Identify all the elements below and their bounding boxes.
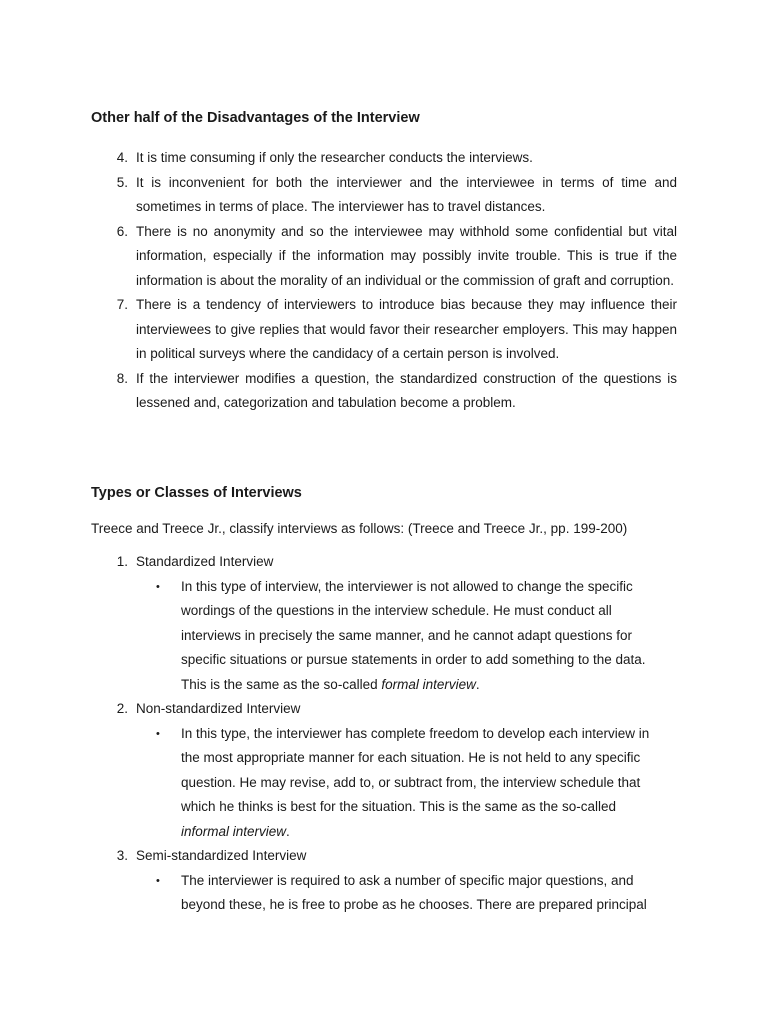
item-title: Non-standardized Interview [136, 701, 301, 716]
item-text: It is inconvenient for both the interviewer and the interviewee in terms of time and sometimes in terms of place. The interviewer has to travel distances. [136, 174, 677, 214]
bullet-item [136, 722, 661, 845]
bullet-item [136, 575, 661, 698]
item-number: 1. [116, 554, 128, 569]
intro-paragraph: Treece and Treece Jr., classify interviews as follows: (Treece and Treece Jr., pp. 199-200) [91, 521, 628, 536]
bullet-item [136, 869, 661, 918]
list-item [0, 697, 661, 844]
item-text: If the interviewer modifies a question, the standardized construction of the questions is lessened and, categorization and tabulation become a problem. [136, 370, 677, 410]
bullet-text: The interviewer is required to ask a number of specific major questions, and beyond these, he is free to probe as he chooses. There are prepared principal [181, 872, 647, 912]
item-number: 5. [116, 174, 128, 190]
item-number: 8. [116, 370, 128, 386]
bullet-icon: • [156, 580, 160, 593]
item-text: There is a tendency of interviewers to introduce bias because they may influence their interviewees to give replies that would favor their researcher employers. This may happen in political surveys where the candidacy of a certain person is involved. [136, 297, 677, 361]
bullet-icon: • [156, 727, 160, 740]
section-heading-types: Types or Classes of Interviews [91, 485, 302, 501]
list-item [0, 367, 677, 416]
item-title: Standardized Interview [136, 554, 274, 569]
item-title: Semi-standardized Interview [136, 848, 307, 863]
item-number: 3. [116, 848, 128, 863]
item-number: 7. [116, 297, 128, 312]
item-text: There is no anonymity and so the interviewee may withhold some confidential but vital information, especially if the information may possibly invite trouble. This is true if the information is about the morality of an individual or the commission of graft and corruption. [136, 223, 677, 288]
list-item [0, 171, 677, 220]
list-item [0, 844, 661, 918]
item-text: It is time consuming if only the researcher conducts the interviews. [136, 150, 533, 165]
list-item [0, 220, 677, 294]
bullet-icon: • [156, 874, 160, 887]
item-number: 6. [116, 223, 128, 239]
section-heading-disadvantages: Other half of the Disadvantages of the Interview [91, 110, 420, 126]
list-item [0, 293, 677, 367]
bullet-text: In this type, the interviewer has complete freedom to develop each interview in the most appropriate manner for each situation. He is not held to any specific question. He may revise, add to, or subtract from, the interview schedule that which he thinks is best for the situation. This is the same as the so-called informal interview. [181, 725, 650, 839]
list-item [0, 146, 677, 171]
item-number: 4. [116, 150, 128, 165]
italic-term: formal interview [381, 676, 476, 692]
interview-types-list [0, 550, 661, 918]
disadvantages-list [0, 146, 677, 416]
italic-term: informal interview [181, 823, 287, 839]
item-number: 2. [116, 701, 128, 716]
list-item [0, 550, 661, 697]
bullet-text: In this type of interview, the interviewer is not allowed to change the specific wordings of the questions in the interview schedule. He must conduct all interviews in precisely the same manner, and he cannot adapt questions for specific situations or pursue statements in order to add something to the data. This is the same as the so-called formal interview. [181, 578, 646, 692]
